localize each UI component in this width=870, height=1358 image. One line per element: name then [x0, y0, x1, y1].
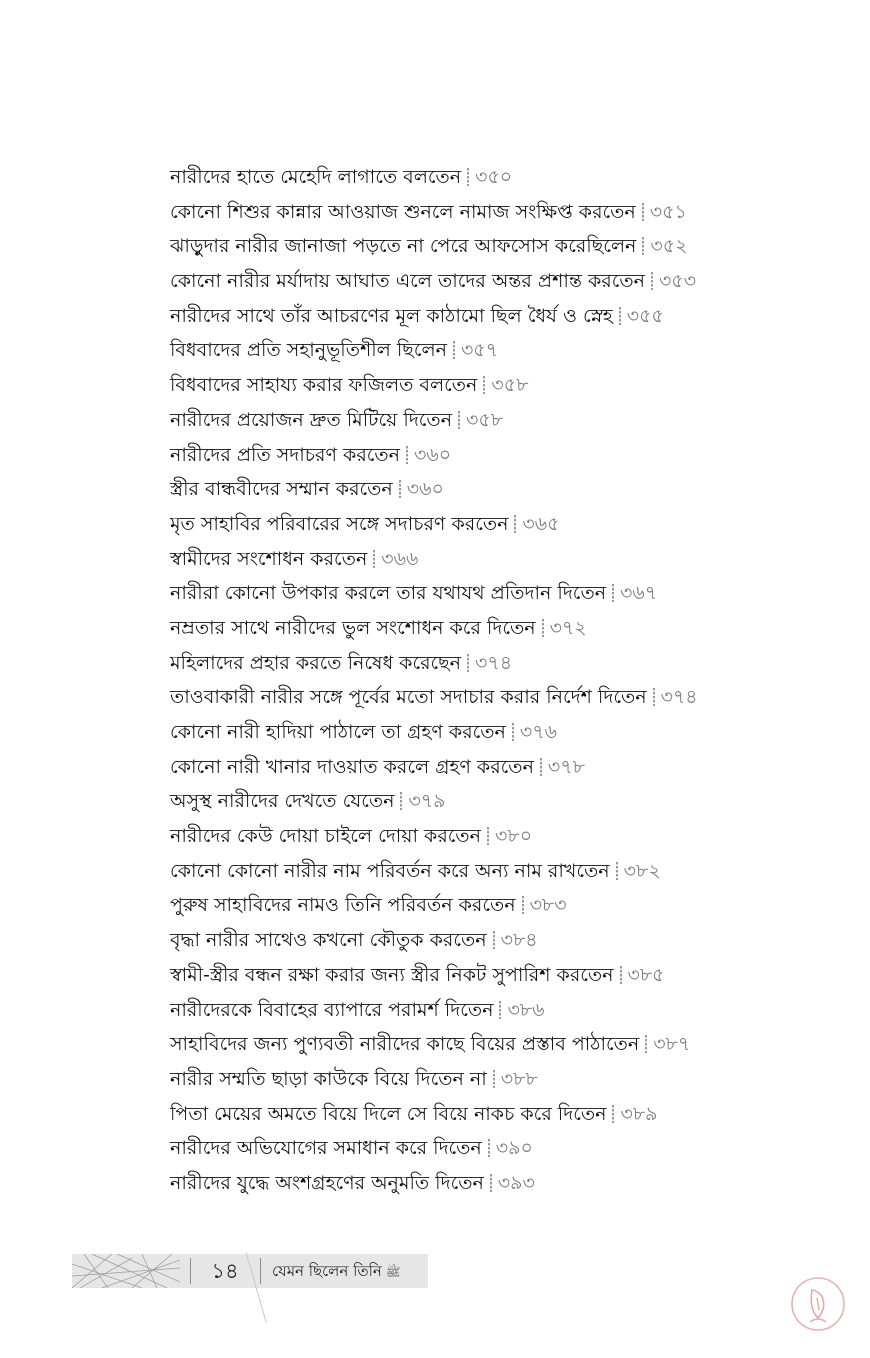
dotted-separator [616, 862, 618, 880]
toc-entry-title: ঝাড়ুদার নারীর জানাজা পড়তে না পেরে আফসোস করেছিলেন [170, 235, 637, 258]
toc-entry-title: নারীদের যুদ্ধে অংশগ্রহণের অনুমতি দিতেন [170, 1171, 484, 1194]
toc-entry [170, 160, 850, 195]
toc-entry-title: বৃদ্ধা নারীর সাথেও কখনো কৌতুক করতেন [170, 929, 487, 952]
toc-entry-title: স্ত্রীর বান্ধবীদের সম্মান করতেন [170, 478, 393, 501]
footer-divider-left [190, 1258, 191, 1284]
page-number: ১৪ [211, 1259, 239, 1283]
toc-entry-page: ৩৬৭ [620, 582, 658, 605]
toc-entry-title: পিতা মেয়ের অমতে বিয়ে দিলে সে বিয়ে নাকচ করে দিতেন [170, 1102, 607, 1125]
toc-entry-title: নারীদের অভিযোগের সমাধান করে দিতেন [170, 1137, 482, 1160]
toc-entry-page: ৩৬৬ [381, 547, 419, 570]
toc-entry [170, 1131, 850, 1166]
dotted-separator [522, 896, 524, 914]
toc-entry [170, 611, 850, 646]
toc-entry [170, 1027, 850, 1062]
dotted-separator [653, 688, 655, 706]
toc-entry-title: নারীরা কোনো উপকার করলে তার যথাযথ প্রতিদান দিতেন [170, 582, 607, 605]
toc-entry-title: পুরুষ সাহাবিদের নামও তিনি পরিবর্তন করতেন [170, 894, 516, 917]
toc-entry-title: সাহাবিদের জন্য পুণ্যবতী নারীদের কাছে বিয়ের প্রস্তাব পাঠাতেন [170, 1033, 640, 1056]
toc-entry [170, 888, 850, 923]
toc-entry [170, 819, 850, 854]
dotted-separator [400, 792, 402, 810]
dotted-separator [487, 827, 489, 845]
dotted-separator [493, 1070, 495, 1088]
toc-entry-page: ৩৫৮ [466, 408, 504, 431]
dotted-separator [453, 341, 455, 359]
toc-entry-page: ৩৮৮ [500, 1067, 538, 1090]
toc-entry-title: স্বামী-স্ত্রীর বন্ধন রক্ষা করার জন্য স্ত্রীর নিকট সুপারিশ করতেন [170, 963, 614, 986]
toc-entry-title: নারীদের সাথে তাঁর আচরণের মূল কাঠামো ছিল ধৈর্য ও স্নেহ [170, 304, 613, 327]
toc-entry [170, 715, 850, 750]
dotted-separator [467, 654, 469, 672]
toc-entry-title: কোনো নারী হাদিয়া পাঠালে তা গ্রহণ করতেন [170, 721, 506, 743]
toc-entry-page: ৩৭৪ [660, 686, 698, 709]
dotted-separator [612, 1105, 614, 1123]
dotted-separator [512, 723, 514, 741]
toc-entry-page: ৩৭৪ [475, 651, 513, 674]
toc-entry [170, 264, 850, 299]
toc-entry [170, 784, 850, 819]
toc-entry [170, 646, 850, 681]
dotted-separator [493, 931, 495, 949]
dotted-separator [467, 168, 469, 186]
dotted-separator [642, 203, 644, 221]
toc-entry-title: নারীদের কেউ দোয়া চাইলে দোয়া করতেন [170, 825, 482, 848]
toc-entry-page: ৩৬০ [414, 443, 452, 466]
toc-entry-title: নারীদের প্রতি সদাচরণ করতেন [170, 443, 401, 466]
toc-entry-title: কোনো কোনো নারীর নাম পরিবর্তন করে অন্য নাম রাখতেন [170, 859, 610, 882]
dotted-separator [619, 307, 621, 325]
toc-entry-title: নারীদের প্রয়োজন দ্রুত মিটিয়ে দিতেন [170, 408, 453, 431]
toc-entry-title: কোনো নারীর মর্যাদায় আঘাত এলে তাদের অন্তর প্রশান্ত করতেন [170, 270, 645, 293]
toc-entry-page: ৩৬৫ [522, 512, 560, 535]
dotted-separator [542, 619, 544, 637]
toc-entry [170, 576, 850, 611]
toc-entry-page: ৩৮৯ [620, 1102, 658, 1125]
toc-entry-title: স্বামীদের সংশোধন করতেন [170, 547, 368, 570]
toc-entry-page: ৩৫৫ [626, 304, 664, 327]
toc-entry-page: ৩৭৬ [519, 721, 557, 743]
dotted-separator [514, 515, 516, 533]
toc-entry [170, 472, 850, 507]
toc-entry [170, 507, 850, 542]
toc-entry [170, 958, 850, 993]
toc-entry-page: ৩৮৫ [627, 963, 665, 986]
toc-entry [170, 333, 850, 368]
toc-entry [170, 1166, 850, 1201]
toc-entry-page: ৩৫০ [475, 166, 513, 188]
toc-entry-title: অসুস্থ নারীদের দেখতে যেতেন [170, 790, 395, 813]
toc-entry-title: নম্রতার সাথে নারীদের ভুল সংশোধন করে দিতেন [170, 616, 536, 639]
toc-entry-title: কোনো নারী খানার দাওয়াত করলে গ্রহণ করতেন [170, 755, 534, 778]
dotted-separator [483, 376, 485, 394]
salutation-ornament: ﷺ [385, 1265, 401, 1279]
toc-entry [170, 229, 850, 264]
toc-entry-page: ৩৮৭ [653, 1033, 691, 1056]
toc-entry [170, 923, 850, 958]
dotted-separator [458, 411, 460, 429]
table-of-contents [170, 160, 850, 1201]
toc-entry [170, 854, 850, 889]
toc-entry-page: ৩৯৩ [497, 1171, 535, 1194]
geometric-pattern-icon [72, 1254, 180, 1288]
toc-entry-page: ৩৮৪ [500, 929, 538, 952]
toc-entry [170, 1097, 850, 1132]
toc-entry [170, 299, 850, 334]
toc-entry [170, 680, 850, 715]
toc-entry-title: নারীর সম্মতি ছাড়া কাউকে বিয়ে দিতেন না [170, 1067, 487, 1090]
toc-entry [170, 438, 850, 473]
toc-entry [170, 195, 850, 230]
toc-entry-page: ৩৫২ [650, 235, 688, 258]
toc-entry-page: ৩৭২ [549, 616, 587, 639]
toc-entry-page: ৩৮৬ [507, 998, 545, 1021]
toc-entry [170, 368, 850, 403]
dotted-separator [642, 237, 644, 255]
toc-entry [170, 993, 850, 1028]
dotted-separator [406, 446, 408, 464]
dotted-separator [399, 480, 401, 498]
toc-entry-page: ৩৮৩ [529, 894, 567, 917]
toc-entry [170, 542, 850, 577]
toc-entry [170, 750, 850, 785]
toc-entry-title: তাওবাকারী নারীর সঙ্গে পূর্বের মতো সদাচার করার নির্দেশ দিতেন [170, 686, 647, 709]
toc-entry-title: মহিলাদের প্রহার করতে নিষেধ করেছেন [170, 651, 462, 674]
toc-entry-title: নারীদেরকে বিবাহের ব্যাপারে পরামর্শ দিতেন [170, 998, 494, 1021]
toc-entry-page: ৩৫১ [649, 200, 687, 223]
toc-entry-title: কোনো শিশুর কান্নার আওয়াজ শুনলে নামাজ সংক্ষিপ্ত করতেন [170, 200, 636, 223]
toc-entry-title: বিধবাদের সাহায্য করার ফজিলত বলতেন [170, 374, 478, 397]
toc-entry-page: ৩৮২ [623, 859, 661, 882]
dotted-separator [540, 758, 542, 776]
running-book-title [272, 1254, 400, 1288]
toc-entry-page: ৩৯০ [495, 1137, 533, 1160]
toc-entry [170, 1062, 850, 1097]
dotted-separator [373, 550, 375, 568]
dotted-separator [612, 584, 614, 602]
dotted-separator [499, 1001, 501, 1019]
toc-entry-page: ৩৫৩ [658, 270, 696, 293]
toc-entry-page: ৩৭৯ [408, 790, 446, 813]
toc-entry-page: ৩৫৮ [491, 374, 529, 397]
toc-entry-title: মৃত সাহাবির পরিবারের সঙ্গে সদাচরণ করতেন [170, 512, 509, 535]
toc-entry-page: ৩৬০ [406, 478, 444, 501]
dotted-separator [488, 1139, 490, 1157]
dotted-separator [645, 1035, 647, 1053]
decorative-diagonal-line [244, 1252, 274, 1322]
dotted-separator [490, 1174, 492, 1192]
toc-entry-page: ৩৮০ [495, 825, 533, 848]
toc-entry-title: নারীদের হাতে মেহেদি লাগাতে বলতেন [170, 166, 462, 188]
dotted-separator [620, 966, 622, 984]
toc-entry-page: ৩৭৮ [547, 755, 585, 778]
toc-entry-title: বিধবাদের প্রতি সহানুভূতিশীল ছিলেন [170, 339, 447, 362]
pen-nib-logo-icon [790, 1276, 846, 1332]
dotted-separator [651, 272, 653, 290]
book-title-text: যেমন ছিলেন তিনি [272, 1262, 382, 1280]
toc-entry [170, 403, 850, 438]
toc-entry-page: ৩৫৭ [460, 339, 498, 362]
